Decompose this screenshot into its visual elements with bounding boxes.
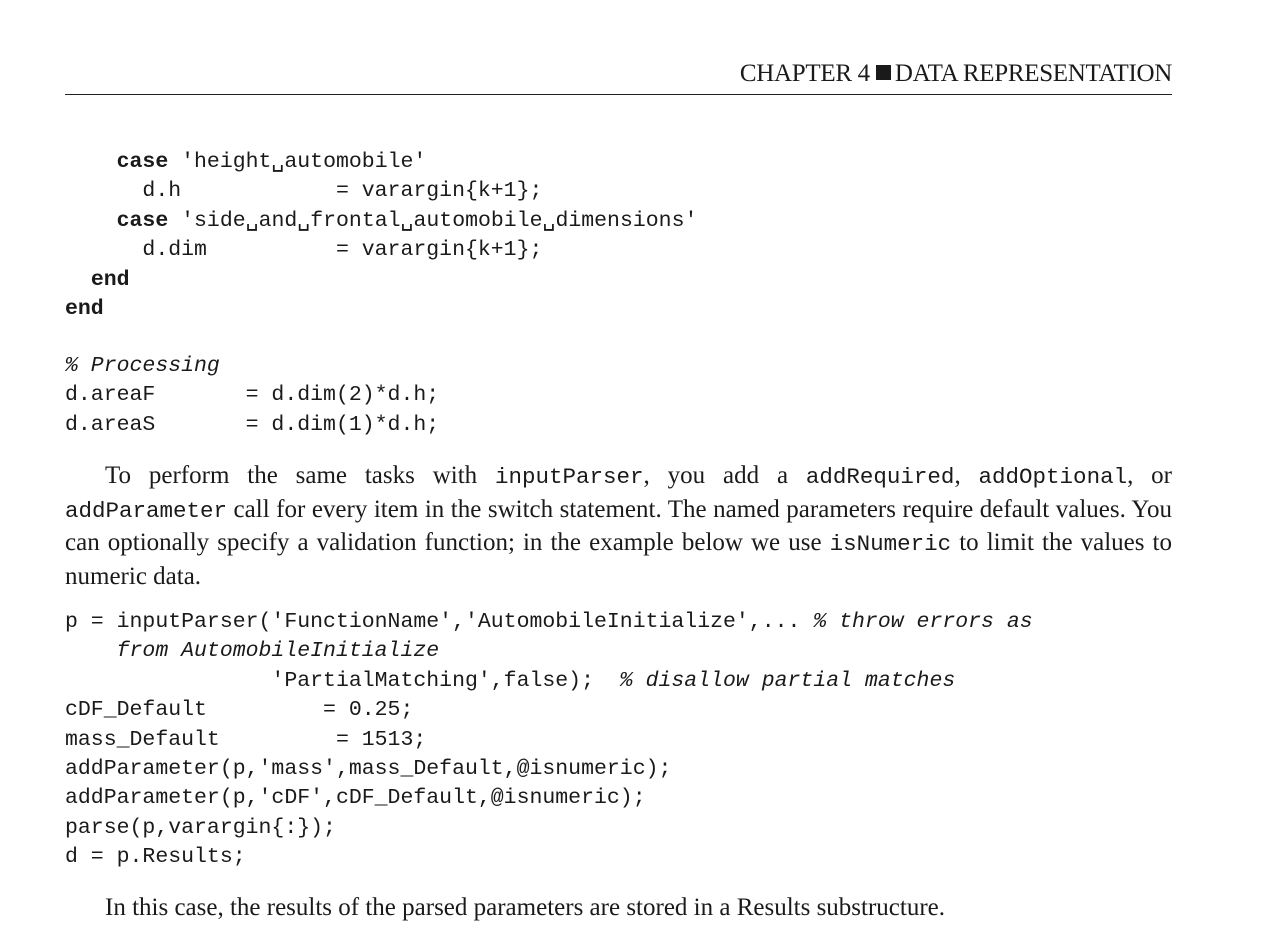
code-comment: from AutomobileInitialize — [116, 639, 440, 664]
paragraph-text: To perform the same tasks with — [105, 462, 496, 489]
paragraph-text: to limit the values to numeric data. — [65, 529, 1172, 590]
code-line — [65, 150, 426, 174]
code-line — [65, 786, 646, 810]
code-text: 'height␣automobile' — [168, 150, 427, 174]
running-head — [740, 60, 1172, 88]
code-text: mass_Default = 1513; — [65, 727, 427, 752]
section-title: DATA REPRESENTATION — [894, 60, 1172, 87]
code-keyword: end — [90, 267, 130, 292]
code-comment: % disallow partial matches — [619, 668, 956, 693]
code-line: d.areaS = d.dim(1)*d.h; — [65, 412, 440, 437]
code-text: addParameter(p,'mass',mass_Default,@isnumeric); — [65, 757, 672, 782]
code-comment: % Processing — [65, 354, 220, 378]
code-line — [65, 816, 336, 840]
square-bullet-icon — [876, 65, 891, 80]
code-line — [65, 728, 426, 752]
inline-code: addRequired — [805, 464, 955, 490]
paragraph-text: call for every item in the switch statement. The named parameters require default values. You can optionally specify a validation function; in the example below we use — [65, 495, 1172, 556]
paragraph-text: , — [954, 462, 979, 489]
code-block-switch-cases — [65, 148, 697, 324]
code-line — [65, 698, 413, 722]
code-comment: % throw errors as — [813, 610, 1033, 634]
code-text: parse(p,varargin{:}); — [65, 815, 336, 840]
code-text — [65, 639, 117, 663]
chapter-label: CHAPTER 4 — [739, 60, 870, 87]
code-keyword: case — [116, 150, 169, 174]
code-text: d.h = varargin{k+1}; — [142, 179, 543, 204]
inline-code: addOptional — [978, 464, 1128, 490]
code-line — [65, 845, 246, 869]
code-line — [65, 238, 542, 262]
body-paragraph-results: In this case, the results of the parsed parameters are stored in a Results substructure. — [105, 894, 946, 921]
page-header — [65, 58, 1172, 95]
code-block-inputparser — [65, 608, 1033, 873]
code-text: p = inputParser('FunctionName','AutomobileInitialize',... — [65, 610, 814, 634]
code-keyword: end — [65, 297, 104, 322]
code-line — [65, 669, 955, 693]
inline-code: addParameter — [65, 497, 228, 524]
paragraph-text: , or — [1127, 462, 1173, 489]
code-line — [65, 639, 439, 663]
code-line — [65, 757, 671, 781]
inline-code: isNumeric — [829, 531, 952, 557]
inline-code: inputParser — [495, 464, 644, 490]
code-line — [65, 268, 130, 292]
code-text: addParameter(p,'cDF',cDF_Default,@isnumeric); — [65, 786, 646, 811]
code-line — [65, 179, 542, 203]
code-text: d.dim = varargin{k+1}; — [142, 238, 543, 263]
code-line — [65, 209, 697, 233]
paragraph-text: , you add a — [643, 462, 806, 489]
code-line: d.areaF = d.dim(2)*d.h; — [65, 383, 440, 408]
code-text: d = p.Results; — [65, 845, 246, 870]
code-text: cDF_Default = 0.25; — [65, 698, 414, 723]
code-text: 'PartialMatching',false); — [65, 668, 620, 693]
code-line — [65, 297, 104, 321]
code-keyword: case — [116, 208, 169, 233]
body-paragraph-inputparser — [65, 460, 1172, 593]
code-line — [65, 610, 1033, 634]
code-text: 'side␣and␣frontal␣automobile␣dimensions' — [168, 208, 698, 233]
code-block-processing — [65, 352, 439, 440]
